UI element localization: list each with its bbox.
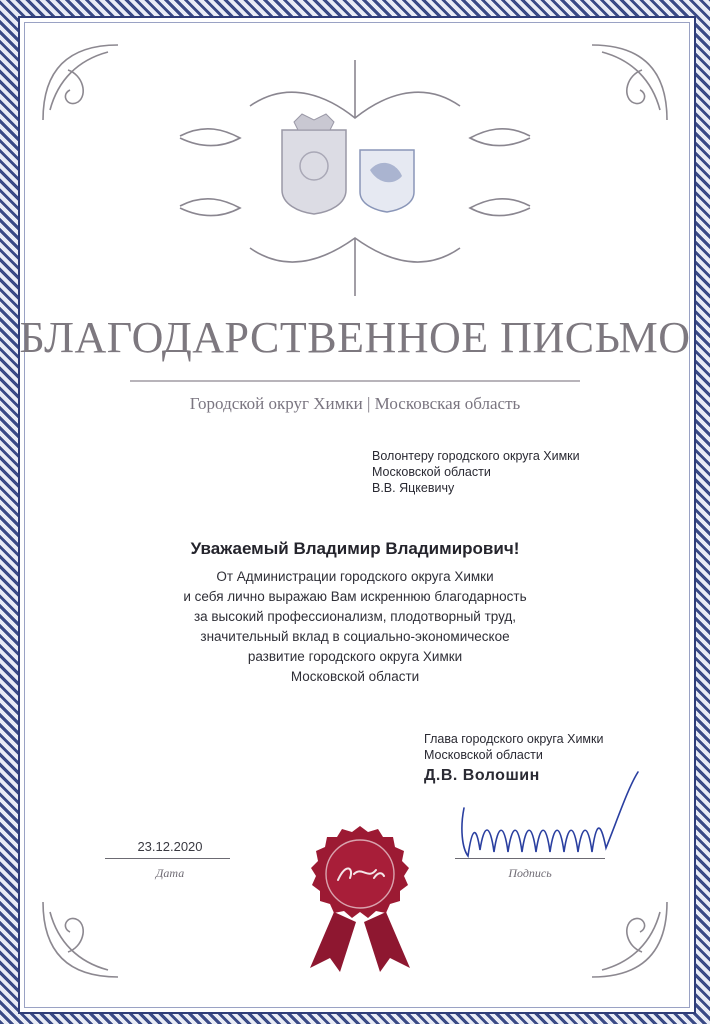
addressee-line: Волонтеру городского округа Химки [372, 449, 580, 463]
handwritten-signature-icon [450, 768, 650, 868]
addressee-block [372, 448, 580, 496]
signature-line [455, 858, 605, 859]
header-ornament-icon [170, 58, 540, 298]
greeting: Уважаемый Владимир Владимирович! [190, 539, 520, 558]
corner-ornament-top-left-icon [38, 40, 128, 130]
signature-label: Подпись [508, 866, 552, 880]
signer-name: Д.В. Волошин [424, 767, 540, 784]
letter-subtitle: Городской округ Химки | Московская область [189, 394, 521, 413]
corner-ornament-bottom-left-icon [38, 892, 128, 982]
addressee-line: В.В. Яцкевичу [372, 481, 455, 495]
body-line: От Администрации городского округа Химки [216, 569, 494, 584]
moscow-oblast-coat-of-arms-icon [282, 114, 346, 214]
khimki-wax-seal-icon [296, 822, 424, 972]
signer-position-line: Московской области [424, 748, 543, 762]
signer-position-line: Глава городского округа Химки [424, 732, 604, 746]
letter-title: БЛАГОДАРСТВЕННОЕ ПИСЬМО [19, 313, 691, 362]
khimki-coat-of-arms-icon [360, 150, 414, 212]
body-line: и себя лично выражаю Вам искреннюю благодарность [183, 589, 527, 604]
date-line [105, 858, 230, 859]
date-label: Дата [155, 866, 185, 880]
letter-body [0, 567, 710, 687]
date-value: 23.12.2020 [137, 839, 203, 854]
corner-ornament-bottom-right-icon [582, 892, 672, 982]
body-line: значительный вклад в социально-экономическое [200, 629, 510, 644]
addressee-line: Московской области [372, 465, 491, 479]
title-divider [130, 380, 580, 382]
body-line: за высокий профессионализм, плодотворный труд, [193, 609, 517, 624]
corner-ornament-top-right-icon [582, 40, 672, 130]
body-line: развитие городского округа Химки [247, 649, 463, 664]
body-line: Московской области [290, 669, 420, 684]
